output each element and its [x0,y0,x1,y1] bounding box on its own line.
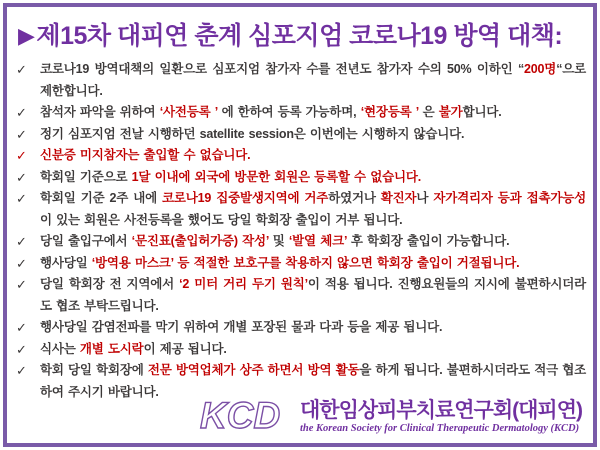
society-name-english: the Korean Society for Clinical Therapeutic Dermatology (KCD) [300,423,580,434]
kcd-monogram-icon [198,395,294,435]
check-icon: ✓ [16,255,27,271]
page-title-text: 제15차 대피연 춘계 심포지엄 코로나19 방역 대책: [36,22,563,50]
list-item [16,253,586,275]
logo-text [300,400,582,435]
item-text: 학회일 기준 2주 내에 코로나19 집중발생지역에 거주하였거나 확진자나 자가격리자 등과 접촉가능성 이 있는 회원은 사전등록을 했어도 당일 학회장 출입이 거부 됩니다. [40,191,586,227]
kcd-logo-block [198,395,582,435]
page-title [18,16,588,52]
check-icon: ✓ [16,148,27,163]
check-icon: ✓ [16,126,27,142]
arrow-right-icon: ▶ [18,23,35,48]
item-text: 당일 출입구에서 ‘문진표(출입허가증) 작성’ 및 ‘발열 체크’ 후 학회장 출입이 가능합니다. [40,234,510,248]
item-text: 코로나19 방역대책의 일환으로 심포지엄 참가자 수를 전년도 참가자 수의 50% 이하인 “200명“으로 제한합니다. [40,62,586,98]
check-icon: ✓ [16,191,27,206]
list-item [16,102,586,124]
list-item [16,167,586,189]
item-text: 참석자 파악을 위하여 ‘사전등록 ’ 에 한하여 등록 가능하며, ‘현장등록 ’ 은 불가합니다. [40,105,502,119]
measure-list [8,59,592,403]
check-icon: ✓ [16,62,27,77]
list-item [16,188,586,231]
check-icon: ✓ [16,169,27,185]
list-item [16,317,586,339]
check-icon: ✓ [16,277,27,292]
item-text: 식사는 개별 도시락이 제공 됩니다. [40,341,227,356]
check-icon: ✓ [16,234,27,249]
list-item [16,231,586,253]
check-icon: ✓ [16,341,27,357]
list-item [16,59,586,102]
check-icon: ✓ [16,320,27,335]
item-text: 학회 당일 학회장에 전문 방역업체가 상주 하면서 방역 활동을 하게 됩니다. 불편하시더라도 적극 협조하여 주시기 바랍니다. [40,363,586,399]
item-text: 정기 심포지엄 전날 시행하던 satellite session은 이번에는 시행하지 않습니다. [40,126,465,141]
item-text: 학회일 기준으로 1달 이내에 외국에 방문한 회원은 등록할 수 없습니다. [40,169,421,184]
item-text: 당일 학회장 전 지역에서 ‘2 미터 거리 두기 원칙’이 적용 됩니다. 진행요원들의 지시에 불편하시더라도 협조 부탁드립니다. [40,277,587,313]
item-text: 행사당일 감염전파를 막기 위하여 개별 포장된 물과 다과 등을 제공 됩니다. [40,320,443,334]
list-item [16,339,586,361]
svg-text:KCD: KCD [200,395,281,435]
item-text: 행사당일 ‘방역용 마스크’ 등 적절한 보호구를 착용하지 않으면 학회장 출입이 거절됩니다. [40,255,520,270]
check-icon: ✓ [16,363,27,378]
list-item [16,124,586,146]
society-name-korean: 대한임상피부치료연구회(대피연) [300,399,582,422]
slide-content [8,8,592,442]
check-icon: ✓ [16,105,27,120]
list-item [16,145,586,167]
item-text: 신분증 미지참자는 출입할 수 없습니다. [40,148,251,162]
list-item [16,274,586,317]
